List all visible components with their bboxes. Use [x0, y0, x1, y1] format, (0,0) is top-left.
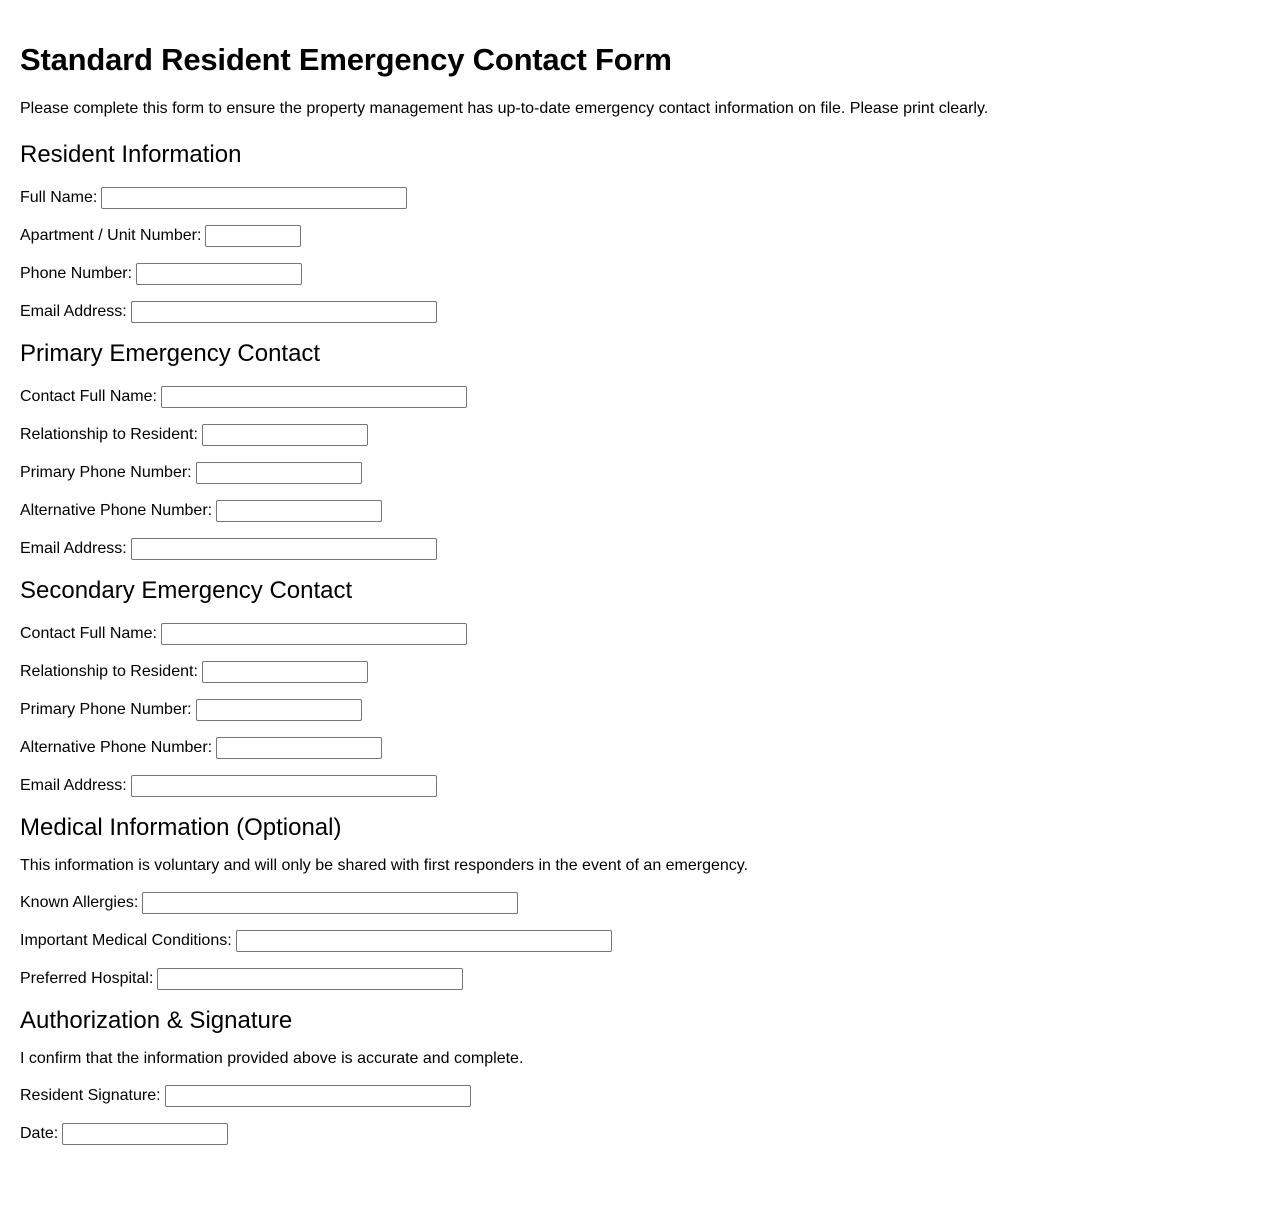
preferred-hospital-label: Preferred Hospital: [20, 970, 154, 987]
secondary-alt-phone-label: Alternative Phone Number: [20, 739, 213, 756]
primary-name-input[interactable] [161, 386, 467, 408]
secondary-alt-phone-input[interactable] [216, 737, 382, 759]
resident-phone-row [20, 263, 1242, 285]
resident-full-name-input[interactable] [101, 187, 407, 209]
primary-alt-phone-row [20, 500, 1242, 522]
medical-note: This information is voluntary and will only be shared with first responders in the event of an emergency. [20, 857, 749, 874]
secondary-phone-label: Primary Phone Number: [20, 701, 192, 718]
secondary-relationship-label: Relationship to Resident: [20, 663, 198, 680]
medical-fields [20, 892, 1242, 990]
page-title: Standard Resident Emergency Contact Form [20, 42, 672, 77]
section-heading-authorization: Authorization & Signature [20, 1007, 293, 1034]
date-input[interactable] [62, 1123, 228, 1145]
primary-email-row [20, 538, 1242, 560]
resident-full-name-label: Full Name: [20, 189, 98, 206]
primary-phone-input[interactable] [196, 462, 362, 484]
secondary-phone-input[interactable] [196, 699, 362, 721]
resident-fields [20, 187, 1242, 323]
primary-alt-phone-label: Alternative Phone Number: [20, 502, 213, 519]
preferred-hospital-input[interactable] [157, 968, 463, 990]
primary-name-label: Contact Full Name: [20, 388, 157, 405]
authorization-note: I confirm that the information provided above is accurate and complete. [20, 1050, 524, 1067]
preferred-hospital-row [20, 968, 1242, 990]
section-heading-secondary-contact: Secondary Emergency Contact [20, 577, 353, 604]
secondary-contact-fields [20, 623, 1242, 797]
section-heading-resident: Resident Information [20, 141, 242, 168]
resident-unit-label: Apartment / Unit Number: [20, 227, 202, 244]
medical-conditions-row [20, 930, 1242, 952]
allergies-row [20, 892, 1242, 914]
primary-phone-label: Primary Phone Number: [20, 464, 192, 481]
date-label: Date: [20, 1125, 59, 1142]
primary-email-label: Email Address: [20, 540, 127, 557]
resident-email-row [20, 301, 1242, 323]
primary-contact-fields [20, 386, 1242, 560]
allergies-label: Known Allergies: [20, 894, 139, 911]
primary-relationship-row [20, 424, 1242, 446]
resident-full-name-row [20, 187, 1242, 209]
secondary-phone-row [20, 699, 1242, 721]
secondary-relationship-row [20, 661, 1242, 683]
resident-unit-row [20, 225, 1242, 247]
secondary-relationship-input[interactable] [202, 661, 368, 683]
secondary-email-input[interactable] [131, 775, 437, 797]
resident-email-label: Email Address: [20, 303, 127, 320]
secondary-email-row [20, 775, 1242, 797]
primary-relationship-input[interactable] [202, 424, 368, 446]
resident-unit-input[interactable] [205, 225, 301, 247]
primary-phone-row [20, 462, 1242, 484]
section-heading-primary-contact: Primary Emergency Contact [20, 340, 321, 367]
form-intro: Please complete this form to ensure the property management has up-to-date emergency contact information on file. Please print clearly. [20, 100, 989, 117]
resident-phone-input[interactable] [136, 263, 302, 285]
secondary-name-input[interactable] [161, 623, 467, 645]
primary-relationship-label: Relationship to Resident: [20, 426, 198, 443]
authorization-fields [20, 1085, 1242, 1145]
signature-input[interactable] [165, 1085, 471, 1107]
primary-alt-phone-input[interactable] [216, 500, 382, 522]
section-heading-medical: Medical Information (Optional) [20, 814, 342, 841]
medical-conditions-label: Important Medical Conditions: [20, 932, 232, 949]
secondary-name-label: Contact Full Name: [20, 625, 157, 642]
primary-email-input[interactable] [131, 538, 437, 560]
resident-email-input[interactable] [131, 301, 437, 323]
signature-label: Resident Signature: [20, 1087, 161, 1104]
date-row [20, 1123, 1242, 1145]
primary-name-row [20, 386, 1242, 408]
secondary-name-row [20, 623, 1242, 645]
secondary-alt-phone-row [20, 737, 1242, 759]
secondary-email-label: Email Address: [20, 777, 127, 794]
allergies-input[interactable] [142, 892, 518, 914]
signature-row [20, 1085, 1242, 1107]
resident-phone-label: Phone Number: [20, 265, 133, 282]
medical-conditions-input[interactable] [236, 930, 612, 952]
